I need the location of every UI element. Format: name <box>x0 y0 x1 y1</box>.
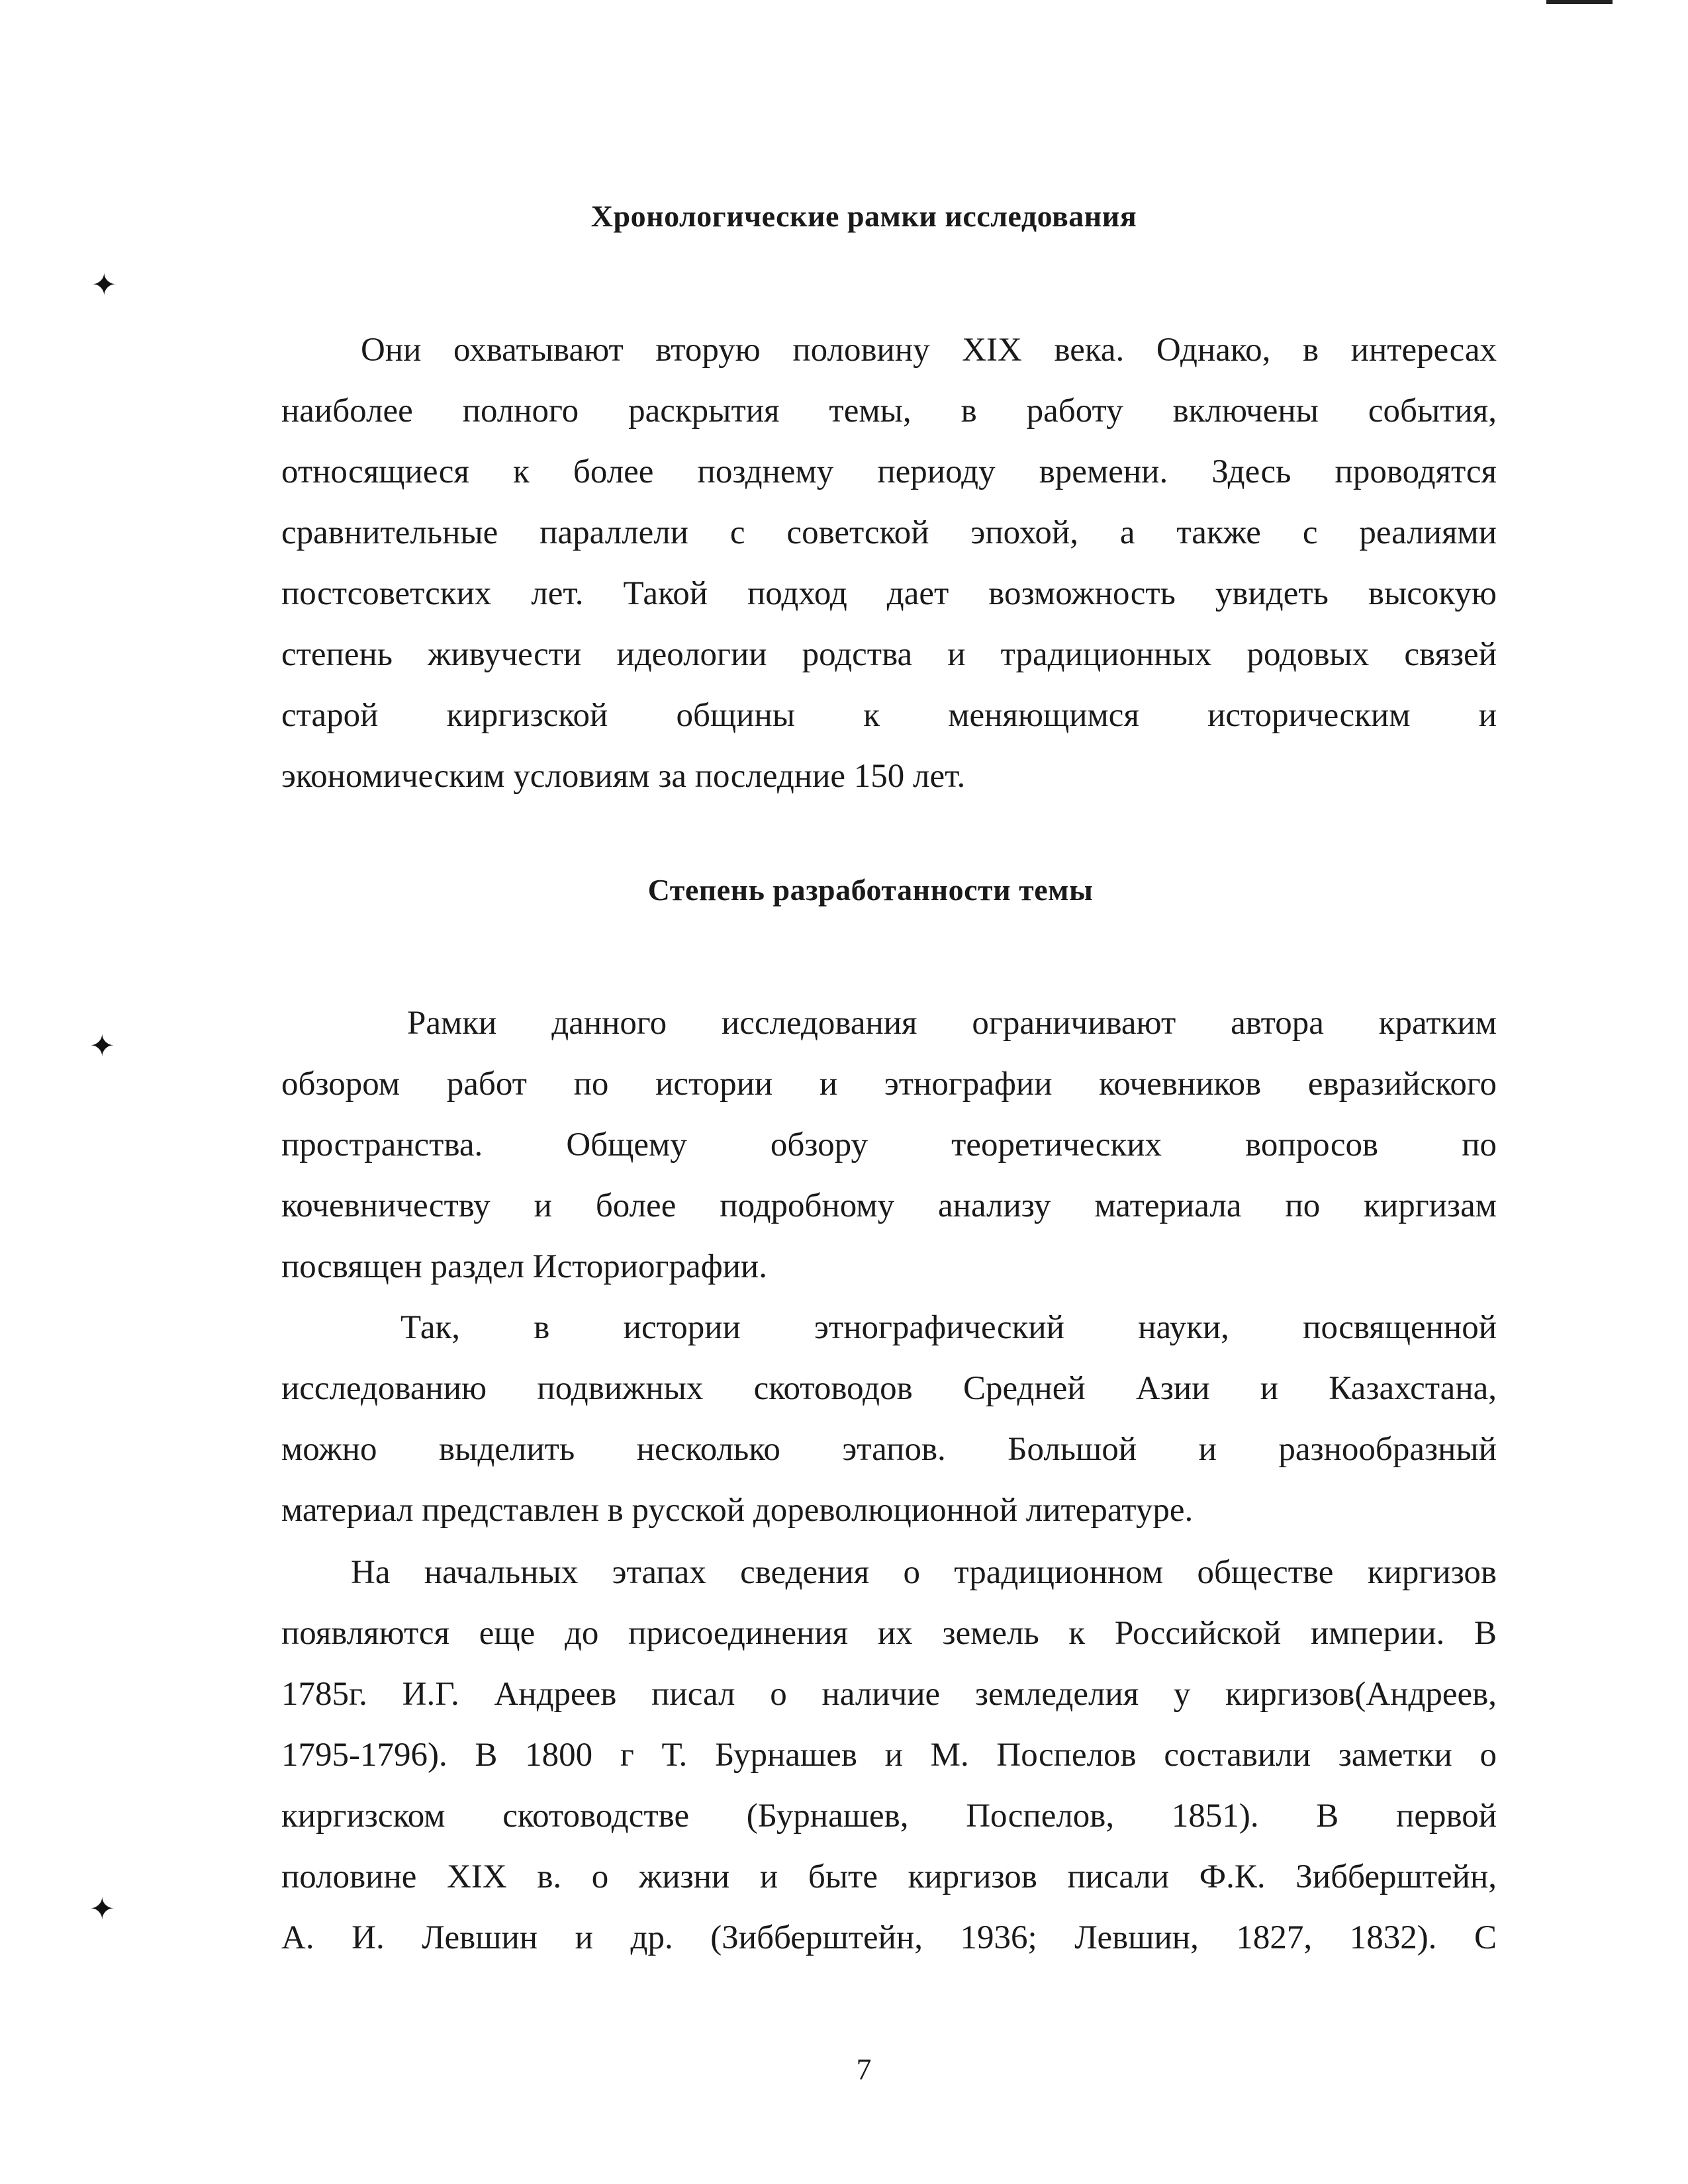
text-line: старой киргизской общины к меняющимся историческим и <box>281 697 1497 734</box>
text-line: степень живучести идеологии родства и традиционных родовых связей <box>281 636 1497 673</box>
margin-star-mark: ✦ <box>89 1892 115 1926</box>
section-heading-chronology: Хронологические рамки исследования <box>590 199 1137 233</box>
margin-star-mark: ✦ <box>91 268 117 302</box>
margin-star-mark: ✦ <box>89 1029 115 1063</box>
text-line: 1795-1796). В 1800 г Т. Бурнашев и М. Поспелов составили заметки о <box>281 1737 1497 1774</box>
text-line: Так, в истории этнографический науки, посвященной <box>400 1309 1497 1346</box>
text-line: пространства. Общему обзору теоретических вопросов по <box>281 1126 1497 1163</box>
text-line: посвящен раздел Историографии. <box>281 1248 767 1285</box>
text-line: обзором работ по истории и этнографии кочевников евразийского <box>281 1066 1497 1103</box>
text-line: материал представлен в русской дореволюционной литературе. <box>281 1492 1194 1529</box>
scan-edge-mark <box>1546 0 1613 4</box>
text-line: 1785г. И.Г. Андреев писал о наличие земледелия у киргизов(Андреев, <box>281 1676 1497 1713</box>
paragraph-early-sources <box>281 1542 1497 1968</box>
text-line: А. И. Левшин и др. (Зибберштейн, 1936; Левшин, 1827, 1832). С <box>281 1919 1497 1956</box>
text-line: можно выделить несколько этапов. Большой и разнообразный <box>281 1431 1497 1468</box>
text-line: Они охватывают вторую половину XIX века. Однако, в интересах <box>361 332 1497 369</box>
text-line: относящиеся к более позднему периоду времени. Здесь проводятся <box>281 453 1497 490</box>
section-heading-development: Степень разработанности темы <box>647 873 1094 907</box>
text-line: киргизском скотоводстве (Бурнашев, Поспелов, 1851). В первой <box>281 1797 1497 1835</box>
paragraph-scope <box>281 993 1497 1297</box>
text-line: половине XIX в. о жизни и быте киргизов писали Ф.К. Зибберштейн, <box>281 1858 1497 1895</box>
paragraph-stages <box>281 1297 1497 1541</box>
text-line: сравнительные параллели с советской эпохой, а также с реалиями <box>281 514 1497 551</box>
paragraph-chronology <box>281 320 1497 807</box>
text-line: экономическим условиям за последние 150 лет. <box>281 758 966 795</box>
text-line: постсоветских лет. Такой подход дает возможность увидеть высокую <box>281 575 1497 612</box>
text-line: На начальных этапах сведения о традиционном обществе киргизов <box>351 1554 1497 1591</box>
text-line: кочевничеству и более подробному анализу материала по киргизам <box>281 1187 1497 1224</box>
text-line: наиболее полного раскрытия темы, в работу включены события, <box>281 392 1497 430</box>
page-number: 7 <box>856 2052 872 2086</box>
text-line: появляются еще до присоединения их земель к Российской империи. В <box>281 1615 1497 1652</box>
text-line: исследованию подвижных скотоводов Средней Азии и Казахстана, <box>281 1370 1497 1407</box>
text-line: Рамки данного исследования ограничивают автора кратким <box>407 1005 1497 1042</box>
